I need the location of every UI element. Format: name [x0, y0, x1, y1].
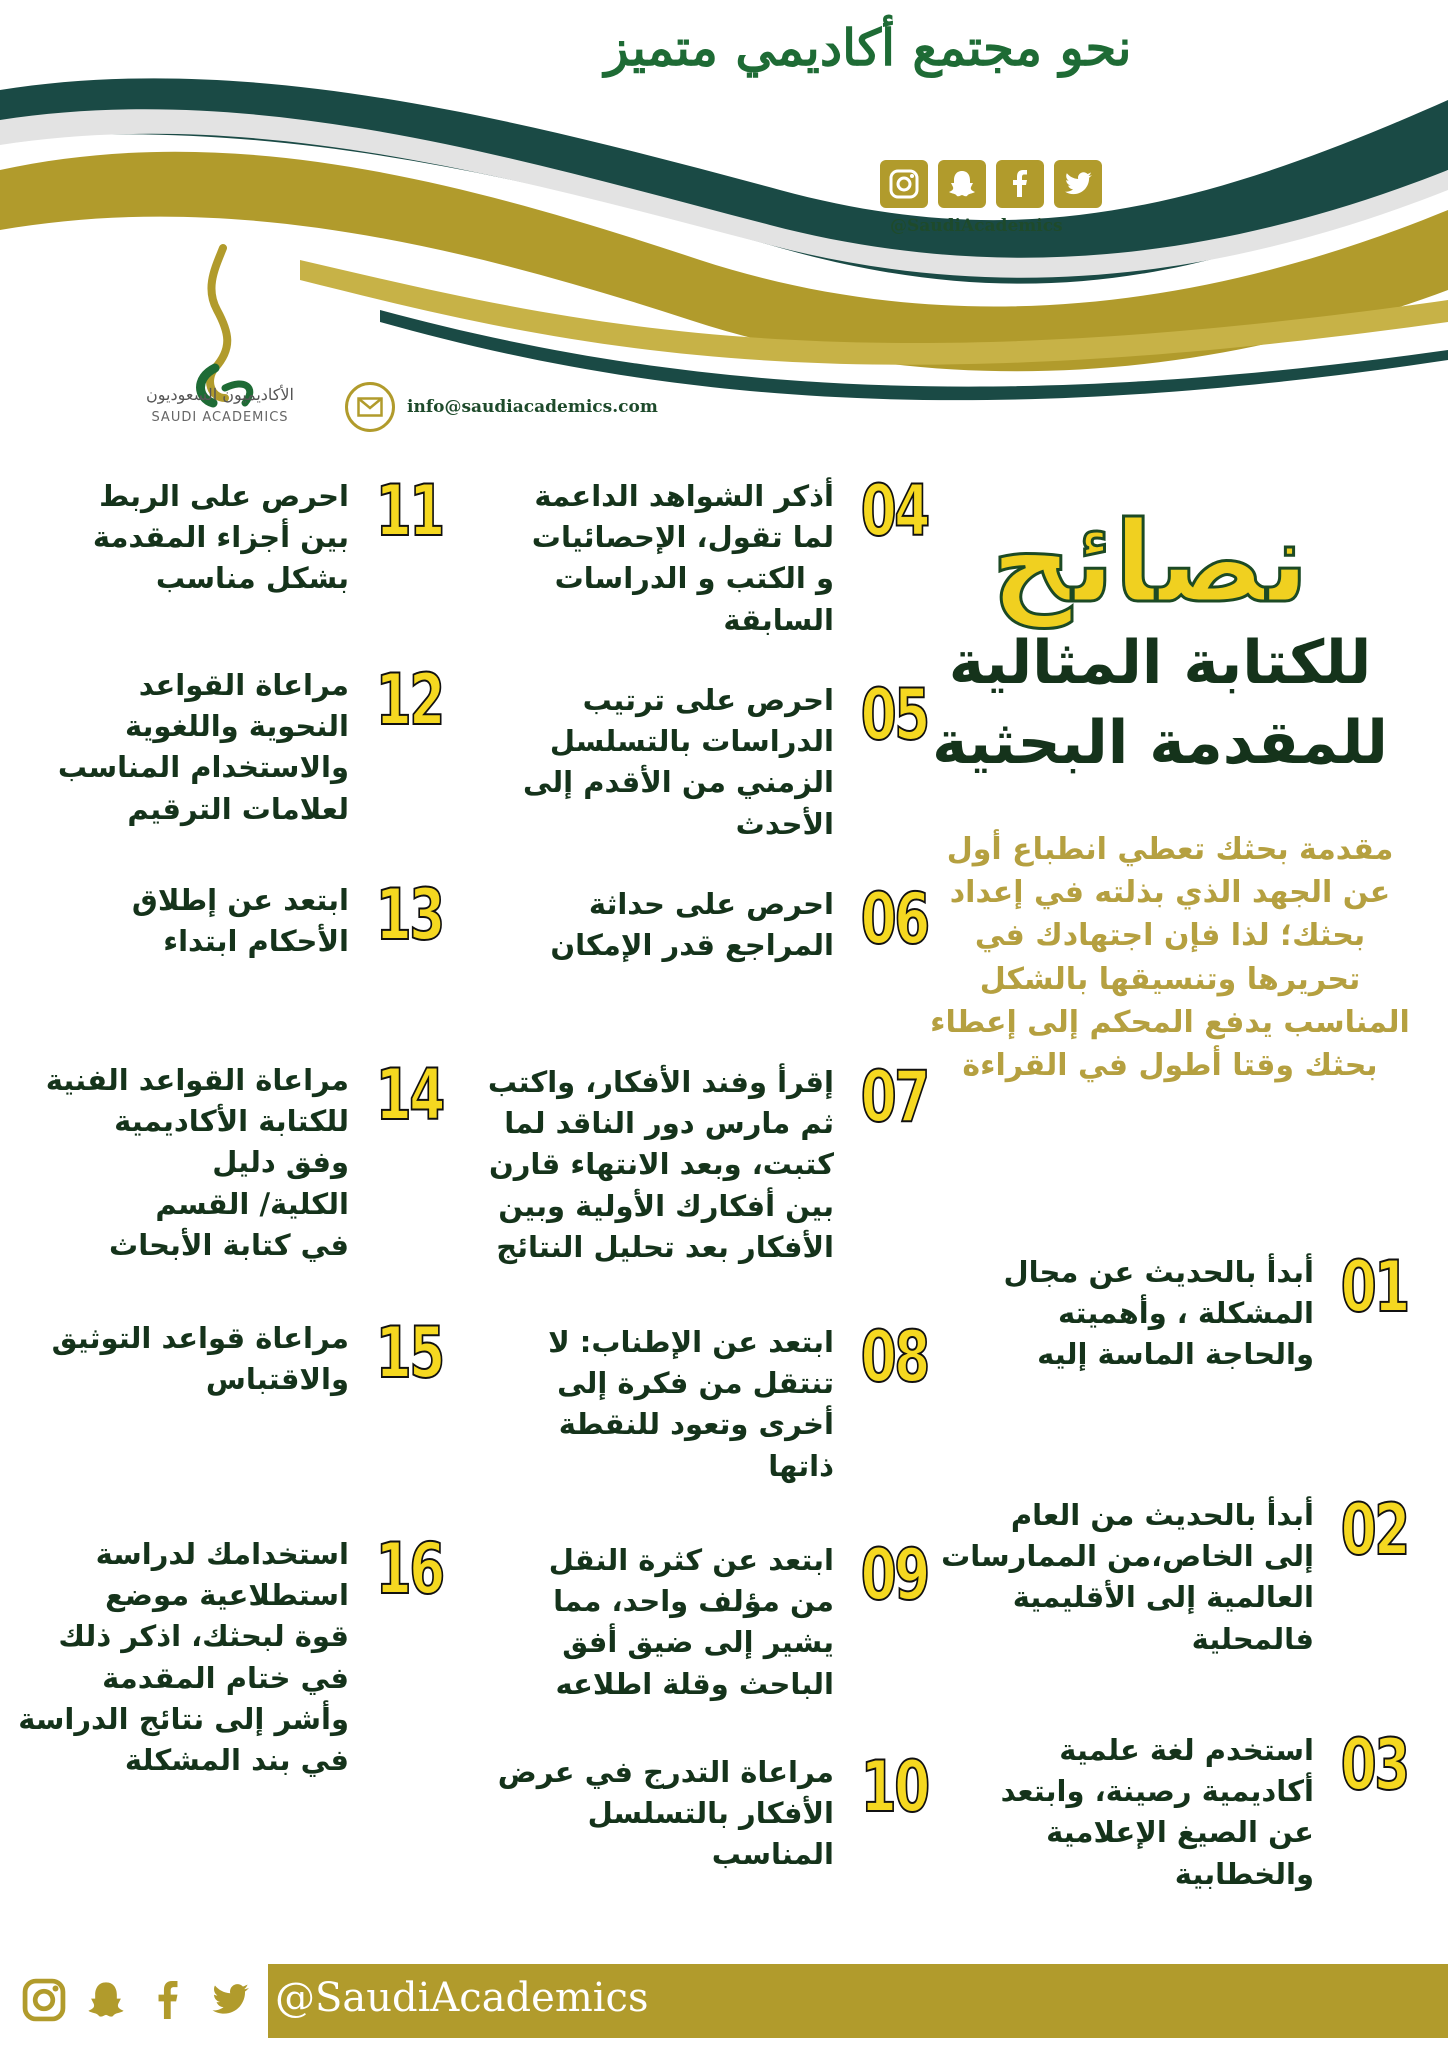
tip-number: 13	[375, 874, 443, 956]
instagram-icon[interactable]	[18, 1972, 70, 2028]
tip-06	[550, 878, 928, 966]
logo-arabic-text: الأكاديميون السعوديون	[146, 385, 294, 404]
email-row[interactable]	[345, 382, 658, 432]
tip-text: مراعاة القواعد النحوية واللغوية والاستخدام المناسب لعلامات الترقيم	[57, 668, 349, 826]
tip-number: 05	[860, 674, 928, 756]
top-handle[interactable]: @SaudiAcademics	[890, 216, 1063, 236]
logo-english-text: SAUDI ACADEMICS	[151, 410, 289, 425]
footer-social-icons	[18, 1972, 256, 2028]
twitter-icon[interactable]	[1054, 160, 1102, 208]
tip-text: احرص على الربط بين أجزاء المقدمة بشكل مناسب	[92, 479, 349, 596]
tip-09	[548, 1534, 928, 1705]
tip-05	[522, 674, 928, 845]
tip-12	[57, 659, 443, 830]
slogan: نحو مجتمع أكاديمي متميز	[604, 18, 1132, 77]
title-line-1: للكتابة المثالية	[948, 628, 1372, 698]
tip-number: 06	[860, 878, 928, 960]
tip-01	[1003, 1246, 1408, 1376]
tip-number: 08	[860, 1316, 928, 1398]
tip-number: 04	[860, 470, 928, 552]
tip-text: استخدامك لدراسة استطلاعية موضع قوة لبحثك، اذكر ذلك في ختام المقدمة وأشر إلى نتائج الدراسة في بند المشكلة	[18, 1537, 349, 1777]
tip-number: 12	[375, 659, 443, 741]
tip-number: 02	[1340, 1489, 1408, 1571]
tip-text: مراعاة التدرج في عرض الأفكار بالتسلسل المناسب	[497, 1755, 834, 1872]
twitter-icon[interactable]	[204, 1972, 256, 2028]
tip-number: 16	[375, 1528, 443, 1610]
tip-number: 01	[1340, 1246, 1408, 1328]
facebook-icon[interactable]	[142, 1972, 194, 2028]
tip-number: 03	[1340, 1724, 1408, 1806]
tip-text: احرص على حداثة المراجع قدر الإمكان	[550, 887, 834, 963]
tip-04	[531, 470, 928, 641]
title-main: نصائح	[991, 498, 1309, 628]
title-line-2: للمقدمة البحثية	[932, 708, 1388, 778]
footer-handle[interactable]: @SaudiAcademics	[275, 1975, 649, 2021]
tip-number: 15	[375, 1312, 443, 1394]
instagram-icon[interactable]	[880, 160, 928, 208]
tip-text: ابتعد عن كثرة النقل من مؤلف واحد، مما يشير إلى ضيق أفق الباحث وقلة اطلاعه	[548, 1543, 834, 1701]
tip-08	[548, 1316, 928, 1487]
tip-text: إقرأ وفند الأفكار، واكتب ثم مارس دور الناقد لما كتبت، وبعد الانتهاء قارن بين أفكارك الأولية وبين الأفكار بعد تحليل النتائج	[487, 1065, 834, 1264]
tip-14	[45, 1054, 443, 1266]
tip-number: 09	[860, 1534, 928, 1616]
tip-16	[18, 1528, 443, 1781]
tip-03	[1000, 1724, 1408, 1895]
tip-text: أبدأ بالحديث من العام إلى الخاص،من الممارسات العالمية إلى الأقليمية فالمحلية	[941, 1498, 1314, 1656]
tip-02	[941, 1489, 1408, 1660]
tip-number: 07	[860, 1056, 928, 1138]
top-social-icons	[880, 160, 1102, 208]
tip-07	[487, 1056, 928, 1268]
tip-number: 11	[375, 470, 443, 552]
tip-number: 10	[860, 1746, 928, 1828]
tip-15	[51, 1312, 443, 1400]
tip-text: ابتعد عن الإطناب: لا تنتقل من فكرة إلى أخرى وتعود للنقطة ذاتها	[548, 1325, 834, 1483]
email-address[interactable]: info@saudiacademics.com	[407, 397, 658, 417]
tip-text: أبدأ بالحديث عن مجال المشكلة ، وأهميته والحاجة الماسة إليه	[1003, 1255, 1314, 1372]
tip-number: 14	[375, 1054, 443, 1136]
tip-text: مراعاة قواعد التوثيق والاقتباس	[51, 1321, 349, 1397]
facebook-icon[interactable]	[996, 160, 1044, 208]
snapchat-icon[interactable]	[80, 1972, 132, 2028]
tip-text: أذكر الشواهد الداعمة لما تقول، الإحصائيات و الكتب و الدراسات السابقة	[531, 479, 834, 637]
tip-13	[131, 874, 443, 962]
tip-text: مراعاة القواعد الفنية للكتابة الأكاديمية وفق دليل الكلية/ القسم في كتابة الأبحاث	[45, 1063, 349, 1262]
intro-paragraph: مقدمة بحثك تعطي انطباع أول عن الجهد الذي بذلته في إعداد بحثك؛ لذا فإن اجتهادك في تحريرها وتنسيقها بالشكل المناسب يدفع المحكم إلى إعطاء بحثك وقتا أطول في القراءة	[930, 832, 1410, 1083]
tip-text: استخدم لغة علمية أكاديمية رصينة، وابتعد عن الصيغ الإعلامية والخطابية	[1000, 1733, 1314, 1891]
envelope-icon	[345, 382, 395, 432]
tip-text: ابتعد عن إطلاق الأحكام ابتداء	[131, 883, 349, 959]
tip-11	[92, 470, 443, 600]
tip-text: احرص على ترتيب الدراسات بالتسلسل الزمني من الأقدم إلى الأحدث	[522, 683, 834, 841]
snapchat-icon[interactable]	[938, 160, 986, 208]
tip-10	[497, 1746, 928, 1876]
